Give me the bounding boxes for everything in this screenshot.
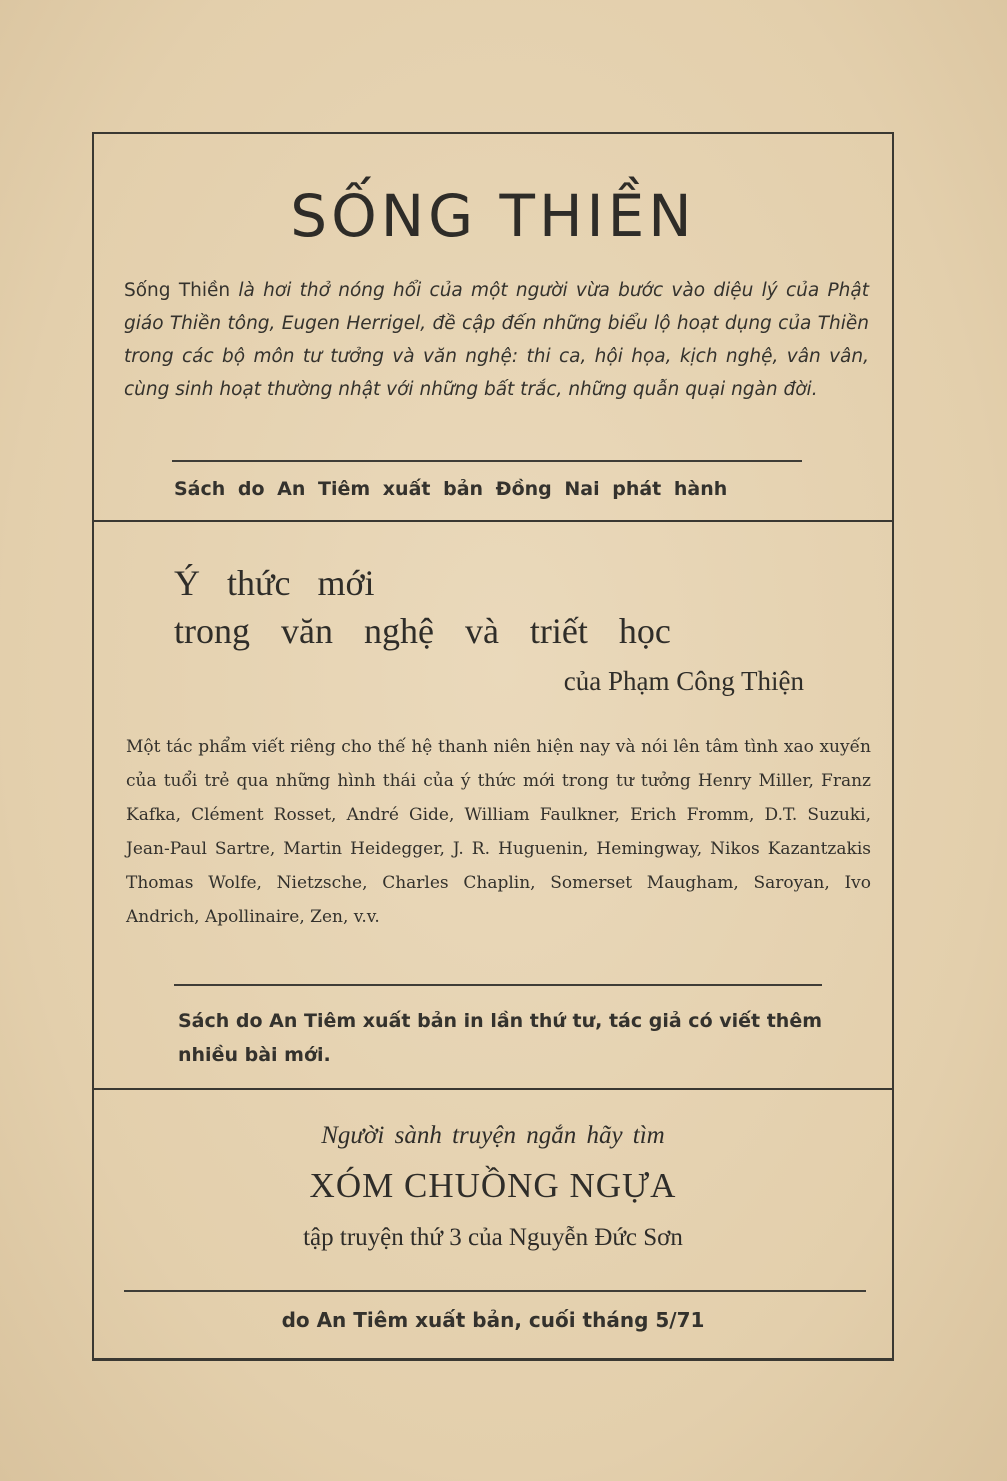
- y-thuc-moi-title-line1: Ý thức mới: [174, 563, 375, 603]
- section2-rule: [174, 984, 822, 986]
- section-divider-1: [94, 520, 892, 522]
- y-thuc-moi-title-line2: trong văn nghệ và triết học: [174, 611, 671, 651]
- song-thien-description-lead: Sống Thiền: [124, 280, 231, 301]
- section3-rule: [124, 1290, 866, 1292]
- xom-chuong-ngua-publisher: do An Tiêm xuất bản, cuối tháng 5/71: [281, 1308, 705, 1332]
- y-thuc-moi-publisher: Sách do An Tiêm xuất bản in lần thứ tư, tác giả có viết thêm nhiều bài mới.: [178, 1010, 823, 1066]
- y-thuc-moi-description: Một tác phẩm viết riêng cho thế hệ thanh niên hiện nay và nói lên tâm tình xao xuyến của tuổi trẻ qua những hình thái của ý thức mới trong tư tưởng Henry Miller, Franz Kafka, Clément Rosset, André Gide, William Faulkner, Erich Fromm, D.T. Suzuki, Jean-Paul Sartre, Martin Heidegger, J. R. Huguenin, Hemingway, Nikos Kazantzakis Thomas Wolfe, Nietzsche, Charles Chaplin, Somerset Maugham, Saroyan, Ivo Andrich, Apollinaire, Zen, v.v.: [126, 737, 871, 927]
- title-song-thien: SỐNG THIỀN: [290, 182, 696, 250]
- song-thien-description: [124, 274, 869, 406]
- advertisement-frame: [92, 132, 894, 1361]
- song-thien-publisher: Sách do An Tiêm xuất bản Đồng Nai phát hành: [174, 478, 728, 500]
- song-thien-description-rest: là hơi thở nóng hổi của một người vừa bước vào diệu lý của Phật giáo Thiền tông, Eugen Herrigel, đề cập đến những biểu lộ hoạt dụng của Thiền trong các bộ môn tư tưởng và văn nghệ: thi ca, hội họa, kịch nghệ, vân vân, cùng sinh hoạt thường nhật với những bất trắc, những quẫn quại ngàn đời.: [124, 280, 869, 400]
- xom-chuong-ngua-title: XÓM CHUỒNG NGỰA: [309, 1166, 677, 1205]
- section1-rule: [172, 460, 802, 462]
- y-thuc-moi-author: của Phạm Công Thiện: [563, 666, 804, 696]
- xom-chuong-ngua-intro: Người sành truyện ngắn hãy tìm: [321, 1122, 665, 1149]
- section-divider-2: [94, 1088, 892, 1090]
- xom-chuong-ngua-subtitle: tập truyện thứ 3 của Nguyễn Đức Sơn: [303, 1224, 683, 1251]
